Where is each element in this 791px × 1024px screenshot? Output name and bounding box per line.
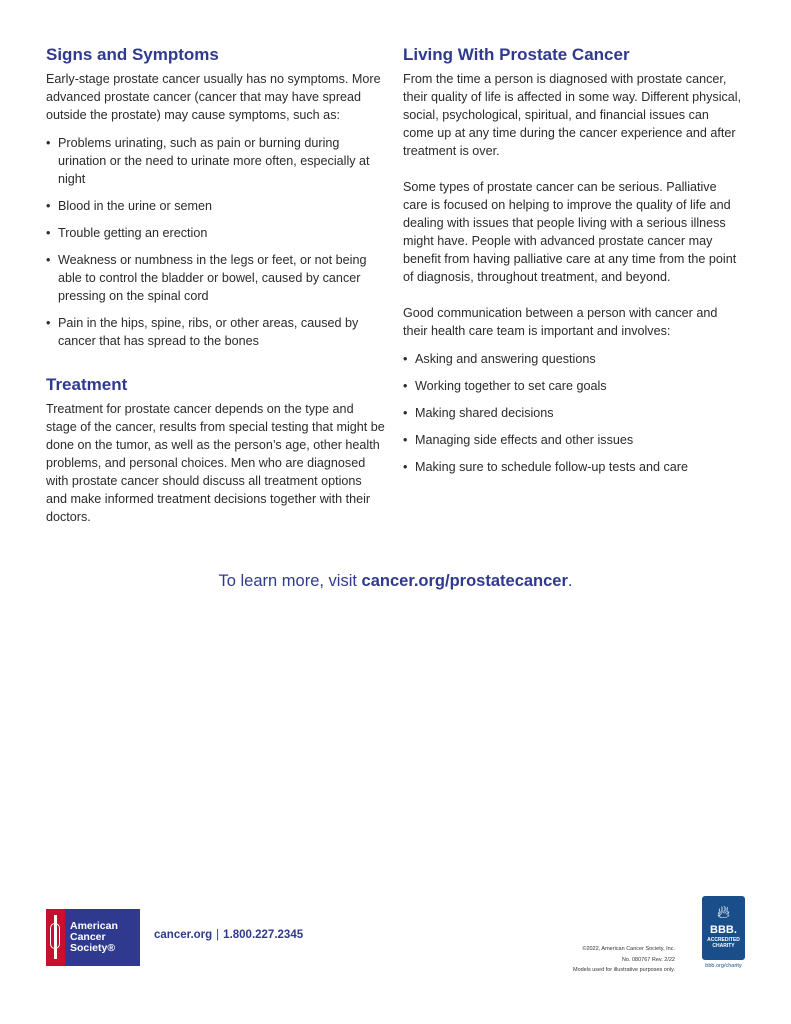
list-item: • Pain in the hips, spine, ribs, or other areas, caused by cancer that has spread to the bones (46, 314, 386, 350)
torch-icon: 🔥︎ (716, 902, 731, 922)
document-number: No. 080767 Rev. 2/22 (621, 956, 675, 963)
logo-line-1: American (70, 920, 118, 932)
treatment-heading: Treatment (46, 375, 128, 394)
contact-separator: | (216, 929, 220, 941)
logo-text (70, 921, 118, 954)
contact-line (154, 929, 303, 941)
communication-list (403, 350, 743, 476)
signs-heading: Signs and Symptoms (46, 45, 219, 64)
signs-intro: Early-stage prostate cancer usually has no symptoms. More advanced prostate cancer (cancer that may have spread outside the prostate) may cause symptoms, such as: (46, 72, 381, 122)
left-column (46, 44, 386, 526)
list-item: • Asking and answering questions (403, 350, 743, 368)
legal-notice (573, 944, 675, 976)
list-item: • Problems urinating, such as pain or burning during urination or the need to urinate more often, especially at night (46, 134, 386, 188)
bbb-url[interactable]: bbb.org/charity (705, 963, 742, 969)
acs-logo (46, 909, 140, 966)
learn-more-link[interactable]: cancer.org/prostatecancer (361, 572, 568, 590)
bbb-seal (702, 896, 745, 960)
caduceus-icon (50, 923, 60, 949)
living-paragraph-1: From the time a person is diagnosed with prostate cancer, their quality of life is affected in some way. Different physical, social, psychological, spiritual, and financial issues can come up at any time during the cancer experience and after treatment is over. (403, 72, 742, 158)
bbb-charity: CHARITY (712, 943, 735, 949)
living-paragraph-2: Some types of prostate cancer can be serious. Palliative care is focused on helping to improve the quality of life and dealing with issues that people living with a serious illness might have. People with advanced prostate cancer may benefit from having palliative care at any time from the point of diagnosis, throughout treatment, and beyond. (403, 180, 737, 284)
symptoms-list (46, 134, 386, 350)
right-column (403, 44, 743, 485)
list-item: • Working together to set care goals (403, 377, 743, 395)
learn-more (0, 572, 791, 591)
list-item: • Weakness or numbness in the legs or feet, or not being able to control the bladder or bowel, caused by cancer pressing on the spinal cord (46, 251, 386, 305)
models-disclaimer: Models used for illustrative purposes only. (572, 967, 675, 973)
phone-number[interactable]: 1.800.227.2345 (223, 929, 304, 941)
living-paragraph-3: Good communication between a person with cancer and their health care team is important and involves: (403, 306, 718, 338)
bbb-letters: BBB. (710, 924, 737, 936)
learn-more-suffix: . (567, 572, 573, 590)
copyright: ©2022, American Cancer Society, Inc. (582, 946, 675, 952)
logo-line-2: Cancer (70, 931, 106, 943)
website-link[interactable]: cancer.org (154, 929, 213, 941)
treatment-body: Treatment for prostate cancer depends on the type and stage of the cancer, results from special testing that might be done on the tumor, as well as the person’s age, other health problems, and personal choices. Men who are diagnosed with prostate cancer should discuss all treatment options and make informed treatment decisions together with their doctors. (46, 402, 385, 524)
learn-more-prefix: To learn more, visit (218, 572, 362, 590)
logo-line-3: Society® (70, 942, 116, 954)
list-item: • Trouble getting an erection (46, 224, 386, 242)
list-item: • Blood in the urine or semen (46, 197, 386, 215)
bbb-accredited: ACCREDITED (707, 937, 740, 943)
list-item: • Making sure to schedule follow-up tests and care (403, 458, 743, 476)
treatment-section (46, 374, 386, 526)
list-item: • Making shared decisions (403, 404, 743, 422)
living-heading: Living With Prostate Cancer (403, 45, 630, 64)
list-item: • Managing side effects and other issues (403, 431, 743, 449)
